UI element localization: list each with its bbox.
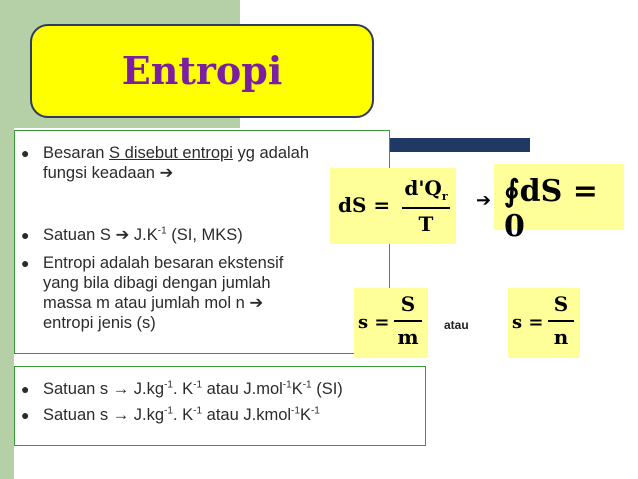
- underlined-text: S disebut entropi: [109, 144, 233, 162]
- eq-fraction: S n: [548, 292, 574, 349]
- bullet-dot-icon: ●: [21, 227, 30, 243]
- eq-cyclic-text: ∮dS = 0: [504, 174, 598, 244]
- equation-s-per-n: s = S n: [508, 288, 580, 358]
- arrow-right-icon: ➔: [115, 226, 130, 244]
- bullet-satuan-S: ● Satuan S ➔ $J.K^{-1}$ (SI, MKS): [21, 225, 243, 244]
- atau-label: atau: [444, 318, 469, 332]
- eq-fraction: S m: [394, 292, 422, 349]
- arrow-right-icon: ➔: [159, 164, 174, 182]
- left-decor-band: [0, 0, 14, 479]
- arrow-right-icon: ➔: [249, 294, 264, 312]
- dark-decor-bar: [390, 138, 530, 152]
- equation-s-per-m: s = S m: [354, 288, 428, 358]
- arrow-right-icon: ➔: [476, 190, 492, 210]
- bullet-satuan-s-kmol: ● Satuan $s \to J.kg^{-1}$. $K^{-1}$ atau $J.kmol^{-1}K^{-1}$: [21, 405, 320, 424]
- bullet-dot-icon: ●: [21, 381, 30, 397]
- title-box: [30, 24, 374, 118]
- bullet-dot-icon: ●: [21, 145, 30, 161]
- eq-lhs: dS =: [338, 193, 391, 217]
- bullet-satuan-s-mol: ● Satuan $s \to J.kg^{-1}$. $K^{-1}$ atau $J.mol^{-1}K^{-1}$ (SI): [21, 379, 343, 398]
- eq-fraction: $d'Q_r$ T: [402, 176, 450, 236]
- arrow-right-icon: →: [112, 380, 130, 398]
- equation-dS: [330, 168, 456, 244]
- equation-cyclic-integral: [494, 164, 624, 244]
- bullet-entropy-def: ● Besaran S disebut entropi yg adalah fungsi keadaan ➔: [21, 144, 310, 182]
- bullet-dot-icon: ●: [21, 255, 30, 271]
- bullet-extensive: ● Entropi adalah besaran ekstensif yang bila dibagi dengan jumlah massa m atau jumlah mol n ➔ entropi jenis (s): [21, 254, 284, 332]
- arrow-right-icon: →: [112, 406, 130, 424]
- content-box-bottom: [14, 366, 426, 446]
- bullet-dot-icon: ●: [21, 407, 30, 423]
- slide-title: Entropi: [121, 48, 283, 93]
